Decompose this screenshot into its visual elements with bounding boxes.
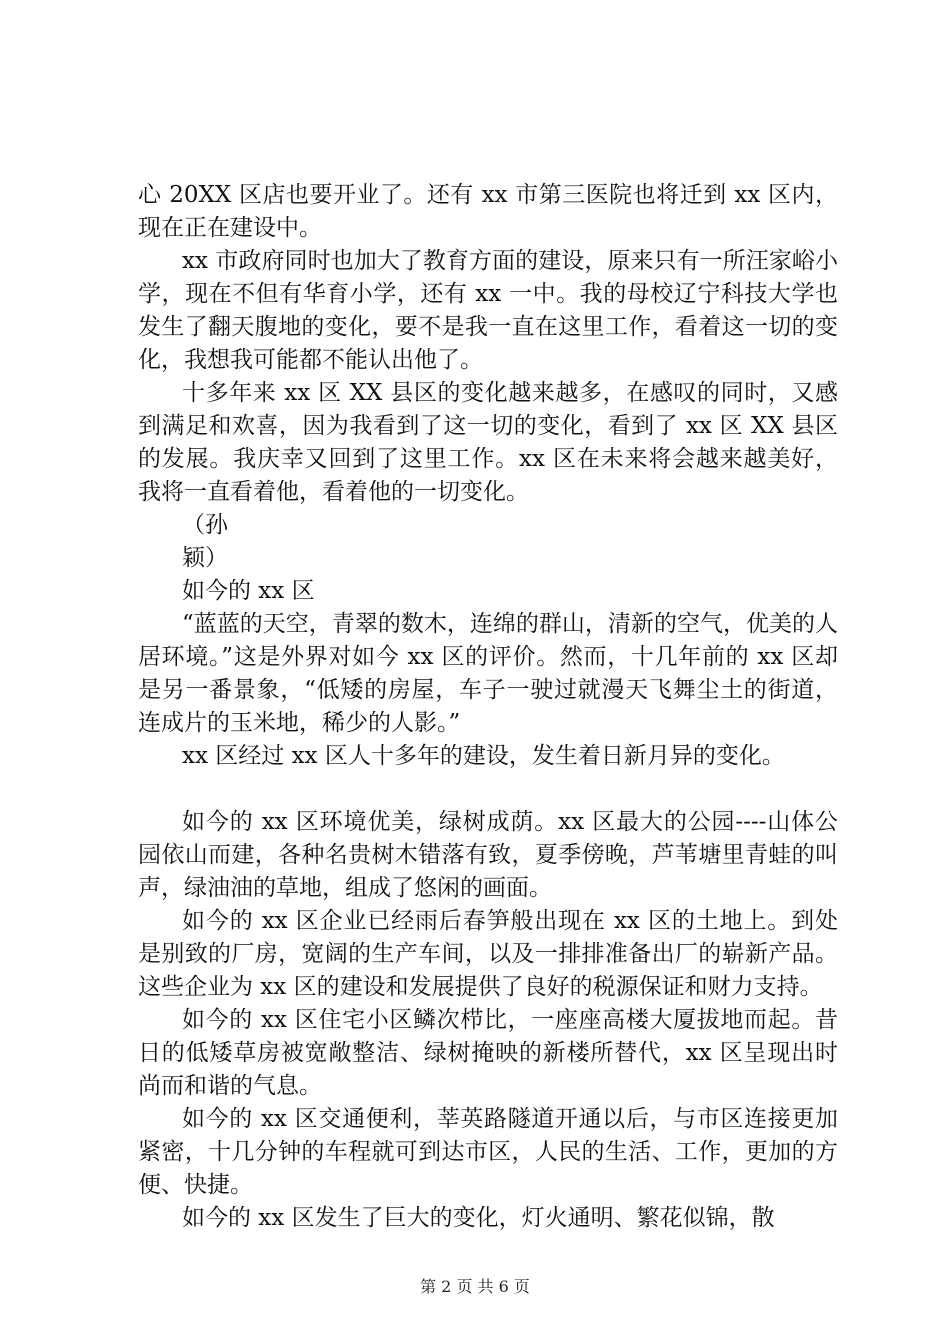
paragraph-7: xx 区经过 xx 区人十多年的建设，发生着日新月异的变化。: [182, 743, 785, 769]
document-body: [138, 179, 838, 1235]
paragraph-3: （孙: [182, 512, 228, 538]
paragraph-9: 如今的 xx 区环境优美，绿树成荫。xx 区最大的公园----山体公园依山而建，各种名贵树木错落有致，夏季傍晚，芦苇塘里青蛙的叫声，绿油油的草地，组成了悠闲的画面。: [138, 809, 838, 901]
paragraph-12: 如今的 xx 区交通便利，莘英路隧道开通以后，与市区连接更加紧密，十几分钟的车程就可到达市区，人民的生活、工作，更加的方便、快捷。: [138, 1106, 838, 1198]
paragraph-4: 颖）: [182, 545, 228, 571]
paragraph-8: [138, 773, 838, 806]
paragraph-2: 十多年来 xx 区 XX 县区的变化越来越多，在感叹的同时，又感到满足和欢喜，因为我看到了这一切的变化，看到了 xx 区 XX 县区的发展。我庆幸又回到了这里工作。xx 区在未来将会越来越美好，我将一直看着他，看着他的一切变化。: [138, 380, 838, 505]
paragraph-6: “蓝蓝的天空，青翠的数木，连绵的群山，清新的空气，优美的人居环境。”这是外界对如今 xx 区的评价。然而，十几年前的 xx 区却是另一番景象，“低矮的房屋，车子一驶过就漫天飞舞尘土的街道，连成片的玉米地，稀少的人影。”: [138, 611, 838, 736]
paragraph-10: 如今的 xx 区企业已经雨后春笋般出现在 xx 区的土地上。到处是别致的厂房，宽阔的生产车间，以及一排排准备出厂的崭新产品。这些企业为 xx 区的建设和发展提供了良好的税源保证和财力支持。: [138, 908, 838, 1000]
paragraph-13: 如今的 xx 区发生了巨大的变化，灯火通明、繁花似锦，散: [182, 1205, 775, 1231]
paragraph-1: xx 市政府同时也加大了教育方面的建设，原来只有一所汪家峪小学，现在不但有华育小学，还有 xx 一中。我的母校辽宁科技大学也发生了翻天腹地的变化，要不是我一直在这里工作，看着这一切的变化，我想我可能都不能认出他了。: [138, 248, 838, 373]
paragraph-11: 如今的 xx 区住宅小区鳞次栉比，一座座高楼大厦拔地而起。昔日的低矮草房被宽敞整洁、绿树掩映的新楼所替代，xx 区呈现出时尚而和谐的气息。: [138, 1007, 838, 1099]
paragraph-5: 如今的 xx 区: [182, 578, 315, 604]
page-footer: 第 2 页 共 6 页: [420, 1277, 530, 1296]
paragraph-0: 心 20XX 区店也要开业了。还有 xx 市第三医院也将迁到 xx 区内，现在正在建设中。: [138, 182, 838, 241]
